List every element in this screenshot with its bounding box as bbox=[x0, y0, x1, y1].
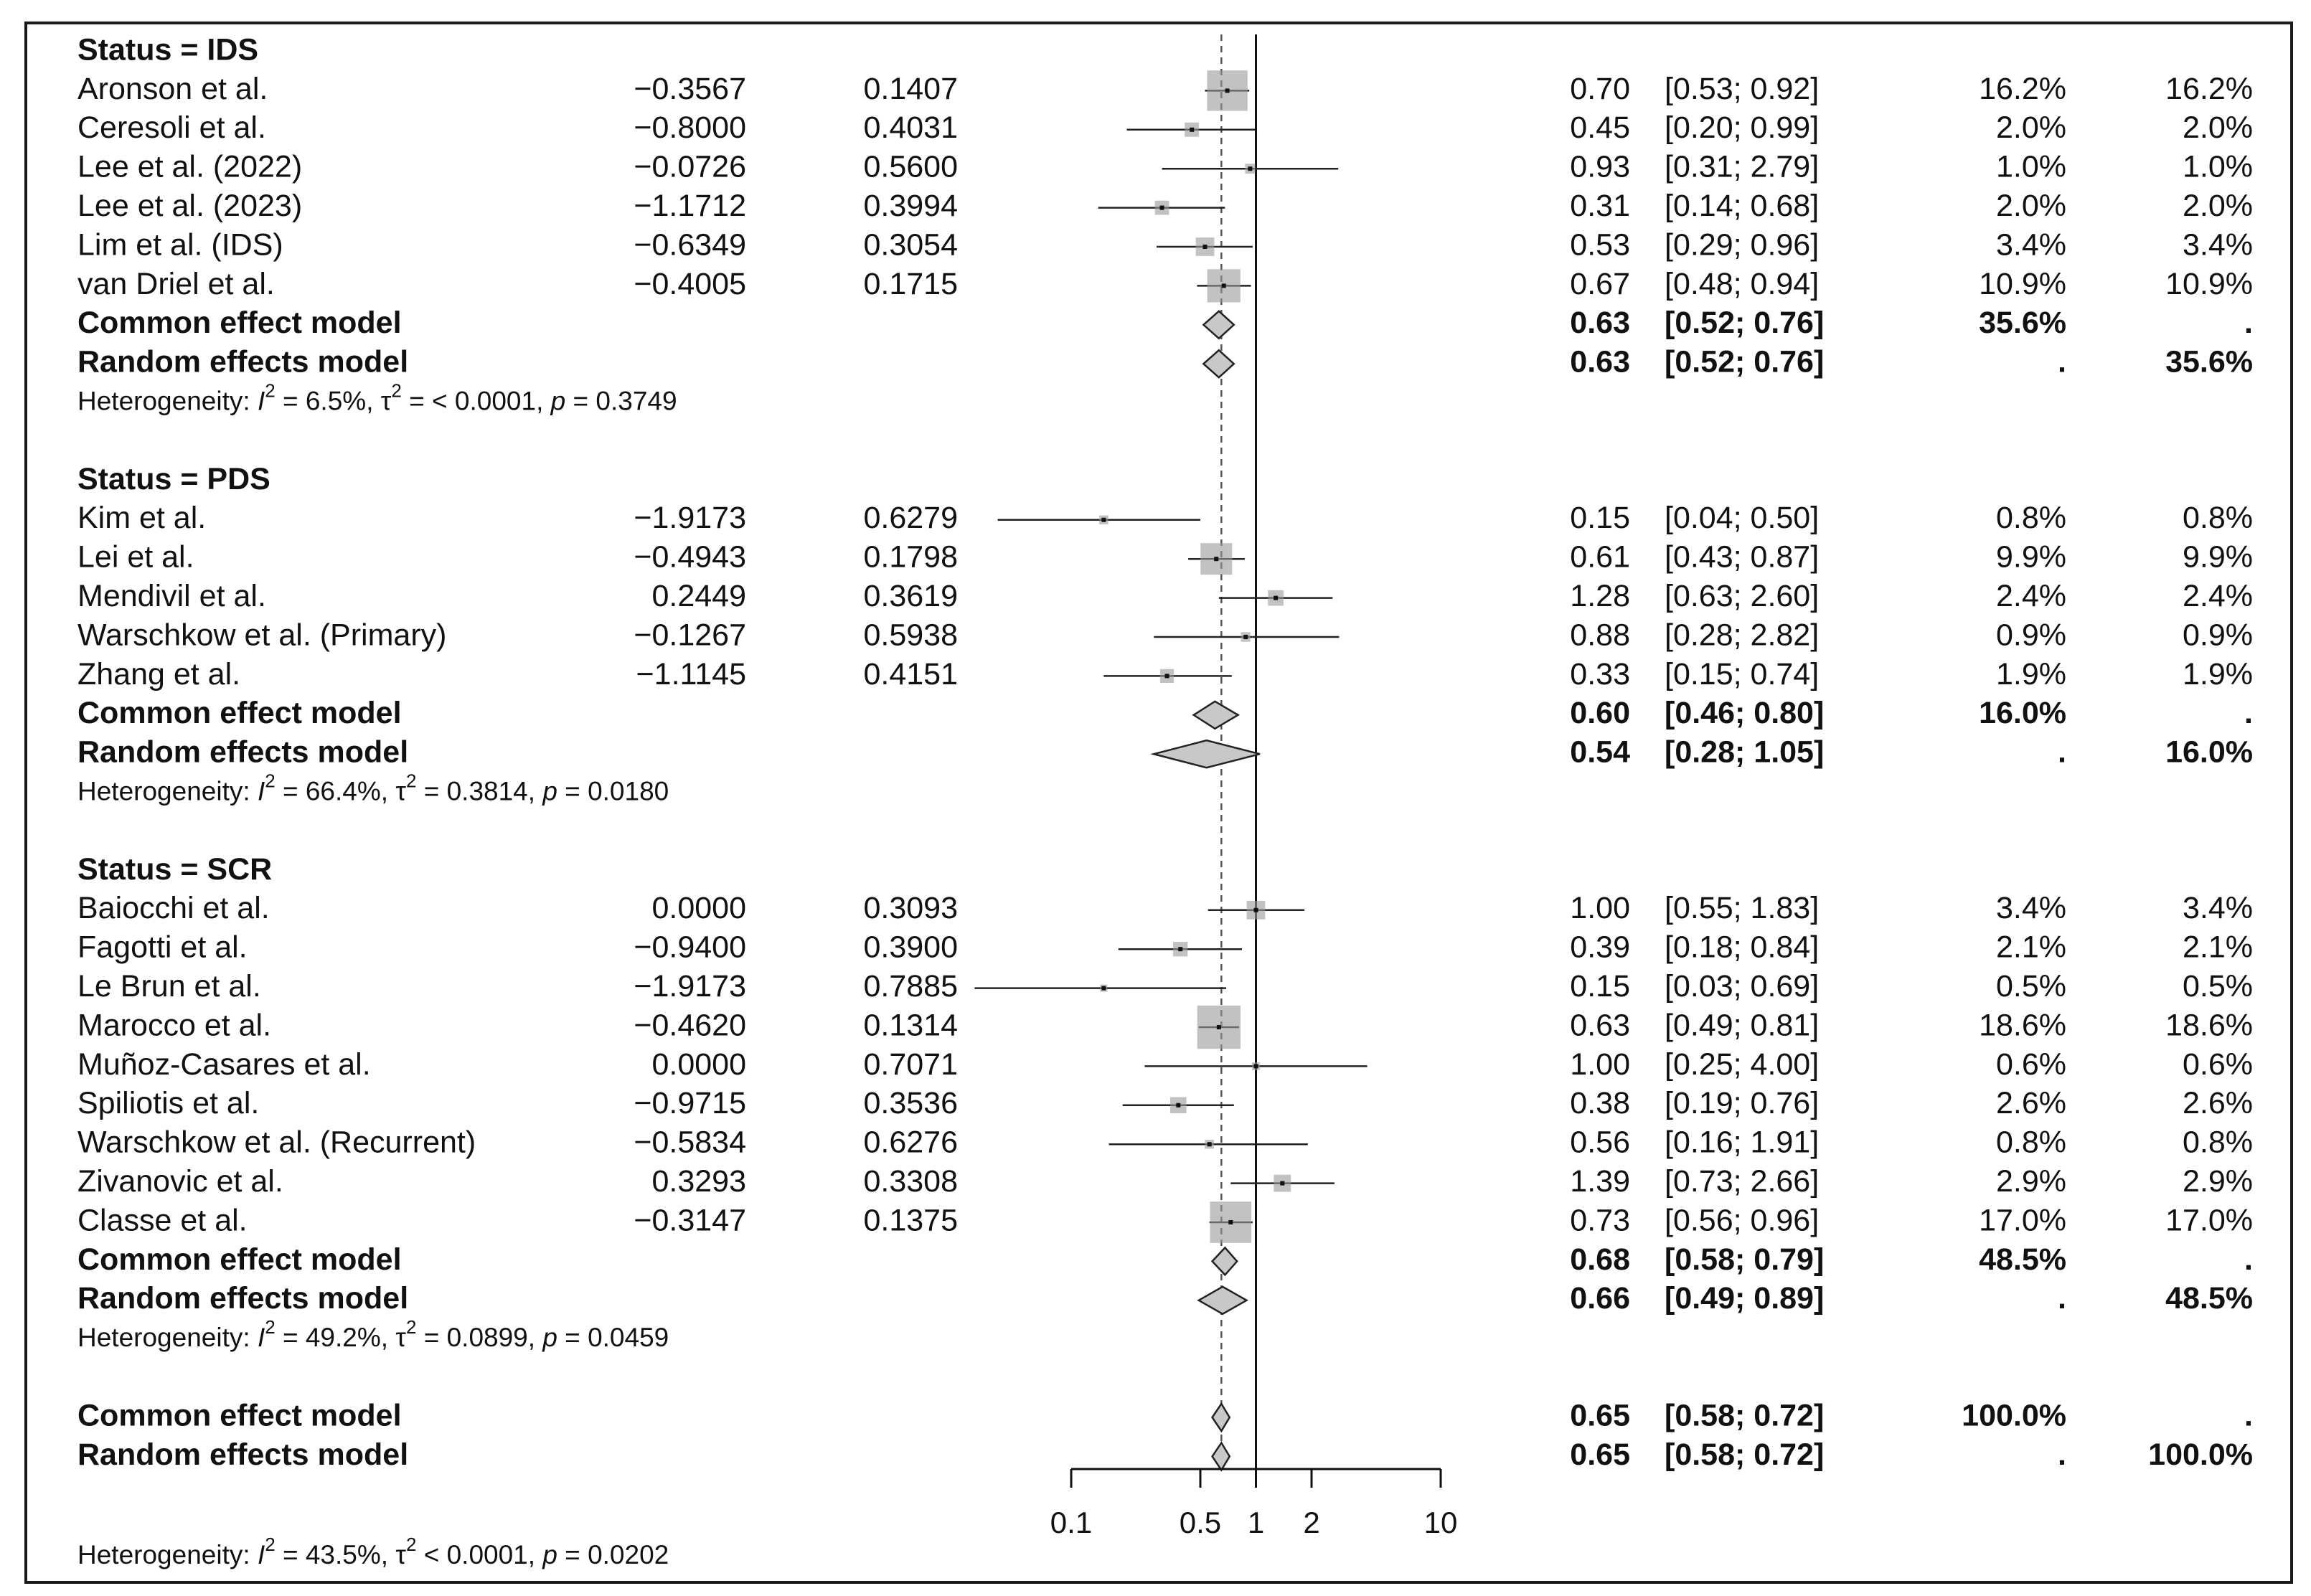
study-se: 0.4031 bbox=[863, 110, 958, 146]
random-model-label: Random effects model bbox=[77, 344, 409, 379]
study-or: 0.56 bbox=[1570, 1125, 1630, 1160]
study-weight-common: 0.5% bbox=[1995, 968, 2066, 1004]
random-model-or: 0.66 bbox=[1570, 1281, 1630, 1316]
random-model-weight-common: . bbox=[2058, 344, 2066, 379]
study-point bbox=[1280, 1181, 1284, 1186]
heterogeneity-text: Heterogeneity: $I^2 = 6.5\%$, $\tau^2$ = < 0.0001, p = 0.3749 bbox=[77, 379, 677, 416]
common-model-or: 0.60 bbox=[1570, 696, 1630, 731]
study-name: Ceresoli et al. bbox=[77, 110, 266, 146]
common-model-weight-random: . bbox=[2244, 696, 2253, 731]
x-axis-tick-label: 10 bbox=[1423, 1506, 1458, 1540]
x-axis-tick-label: 1 bbox=[1247, 1506, 1265, 1540]
study-se: 0.3994 bbox=[863, 188, 958, 223]
study-weight-random: 0.5% bbox=[2182, 968, 2253, 1004]
study-weight-random: 1.0% bbox=[2182, 149, 2253, 184]
study-weight-common: 9.9% bbox=[1995, 539, 2066, 575]
study-se: 0.1798 bbox=[863, 539, 958, 575]
study-name: Fagotti et al. bbox=[77, 930, 248, 965]
study-se: 0.6276 bbox=[863, 1125, 958, 1160]
study-point bbox=[1208, 1142, 1212, 1146]
common-model-or: 0.68 bbox=[1570, 1242, 1630, 1277]
study-name: Warschkow et al. (Recurrent) bbox=[77, 1125, 476, 1160]
overall-random-model-label: Random effects model bbox=[77, 1437, 409, 1472]
study-weight-random: 0.8% bbox=[2182, 501, 2253, 536]
study-point bbox=[1176, 1103, 1180, 1108]
study-se: 0.3054 bbox=[863, 227, 958, 263]
study-te: −0.4620 bbox=[634, 1008, 746, 1043]
random-model-ci: [0.49; 0.89] bbox=[1665, 1281, 1825, 1316]
common-model-weight-common: 48.5% bbox=[1979, 1242, 2066, 1277]
study-name: Warschkow et al. (Primary) bbox=[77, 618, 447, 653]
study-se: 0.1715 bbox=[863, 266, 958, 301]
study-te: −0.9400 bbox=[634, 930, 746, 965]
study-ci: [0.15; 0.74] bbox=[1665, 656, 1820, 691]
study-name: Spiliotis et al. bbox=[77, 1086, 260, 1121]
study-point bbox=[1217, 1025, 1221, 1029]
study-se: 0.3308 bbox=[863, 1163, 958, 1199]
study-weight-random: 2.9% bbox=[2182, 1163, 2253, 1199]
overall-common-model-or: 0.65 bbox=[1570, 1398, 1630, 1433]
study-te: −0.6349 bbox=[634, 227, 746, 263]
overall-random-model-weight-random: 100.0% bbox=[2148, 1437, 2253, 1472]
study-weight-random: 3.4% bbox=[2182, 891, 2253, 926]
study-te: −1.9173 bbox=[634, 501, 746, 536]
study-weight-common: 2.0% bbox=[1995, 110, 2066, 146]
study-weight-random: 3.4% bbox=[2182, 227, 2253, 263]
study-se: 0.1375 bbox=[863, 1203, 958, 1238]
study-point bbox=[1254, 1064, 1258, 1068]
random-model-label: Random effects model bbox=[77, 1281, 409, 1316]
overall-common-model-weight-common: 100.0% bbox=[1962, 1398, 2066, 1433]
common-model-weight-random: . bbox=[2244, 306, 2253, 341]
overall-random-model-ci: [0.58; 0.72] bbox=[1665, 1437, 1825, 1472]
study-weight-common: 2.9% bbox=[1995, 1163, 2066, 1199]
study-name: Lei et al. bbox=[77, 539, 194, 575]
study-name: Zhang et al. bbox=[77, 656, 241, 691]
study-or: 0.31 bbox=[1570, 188, 1630, 223]
random-model-ci: [0.52; 0.76] bbox=[1665, 344, 1825, 379]
study-te: −0.3147 bbox=[634, 1203, 746, 1238]
study-name: Aronson et al. bbox=[77, 71, 268, 106]
study-weight-random: 9.9% bbox=[2182, 539, 2253, 575]
study-point bbox=[1274, 596, 1278, 600]
study-ci: [0.28; 2.82] bbox=[1665, 618, 1820, 653]
study-ci: [0.04; 0.50] bbox=[1665, 501, 1820, 536]
study-ci: [0.49; 0.81] bbox=[1665, 1008, 1820, 1043]
study-se: 0.4151 bbox=[863, 656, 958, 691]
study-ci: [0.16; 1.91] bbox=[1665, 1125, 1820, 1160]
study-name: van Driel et al. bbox=[77, 266, 275, 301]
study-se: 0.3900 bbox=[863, 930, 958, 965]
study-name: Kim et al. bbox=[77, 501, 207, 536]
study-te: −1.1145 bbox=[636, 656, 746, 691]
study-weight-common: 16.2% bbox=[1979, 71, 2066, 106]
study-se: 0.5600 bbox=[863, 149, 958, 184]
study-or: 1.28 bbox=[1570, 578, 1630, 613]
random-model-ci: [0.28; 1.05] bbox=[1665, 735, 1825, 770]
common-model-label: Common effect model bbox=[77, 306, 402, 341]
overall-common-model-label: Common effect model bbox=[77, 1398, 402, 1433]
study-weight-random: 2.1% bbox=[2182, 930, 2253, 965]
study-or: 0.73 bbox=[1570, 1203, 1630, 1238]
study-ci: [0.14; 0.68] bbox=[1665, 188, 1820, 223]
study-weight-common: 10.9% bbox=[1979, 266, 2066, 301]
study-or: 0.53 bbox=[1570, 227, 1630, 263]
heterogeneity-text: Heterogeneity: $I^2 = 49.2\%$, $\tau^2 = 0.0899$, p = 0.0459 bbox=[77, 1316, 669, 1352]
study-point bbox=[1165, 674, 1169, 678]
study-weight-common: 1.9% bbox=[1995, 656, 2066, 691]
study-weight-random: 16.2% bbox=[2165, 71, 2253, 106]
study-point bbox=[1178, 947, 1182, 951]
random-model-weight-random: 16.0% bbox=[2165, 735, 2253, 770]
study-se: 0.3536 bbox=[863, 1086, 958, 1121]
study-se: 0.5938 bbox=[863, 618, 958, 653]
study-point bbox=[1243, 635, 1248, 639]
study-name: Classe et al. bbox=[77, 1203, 248, 1238]
study-name: Marocco et al. bbox=[77, 1008, 272, 1043]
study-se: 0.1407 bbox=[863, 71, 958, 106]
heterogeneity-text: Heterogeneity: $I^2 = 66.4\%$, $\tau^2 = 0.3814$, p = 0.0180 bbox=[77, 770, 669, 806]
study-or: 0.45 bbox=[1570, 110, 1630, 146]
study-or: 0.38 bbox=[1570, 1086, 1630, 1121]
study-weight-random: 2.6% bbox=[2182, 1086, 2253, 1121]
study-te: −0.4005 bbox=[634, 266, 746, 301]
study-weight-common: 3.4% bbox=[1995, 227, 2066, 263]
common-model-ci: [0.52; 0.76] bbox=[1665, 306, 1825, 341]
study-weight-common: 0.8% bbox=[1995, 1125, 2066, 1160]
study-name: Lee et al. (2022) bbox=[77, 149, 303, 184]
study-name: Baiocchi et al. bbox=[77, 891, 270, 926]
study-te: −1.1712 bbox=[634, 188, 746, 223]
study-ci: [0.29; 0.96] bbox=[1665, 227, 1820, 263]
random-model-diamond bbox=[1154, 740, 1260, 768]
study-te: 0.0000 bbox=[651, 891, 746, 926]
study-point bbox=[1225, 88, 1230, 93]
study-point bbox=[1190, 128, 1194, 132]
random-model-weight-random: 35.6% bbox=[2165, 344, 2253, 379]
study-ci: [0.56; 0.96] bbox=[1665, 1203, 1820, 1238]
study-ci: [0.03; 0.69] bbox=[1665, 968, 1820, 1004]
study-weight-common: 17.0% bbox=[1979, 1203, 2066, 1238]
study-ci: [0.73; 2.66] bbox=[1665, 1163, 1820, 1199]
study-se: 0.6279 bbox=[863, 501, 958, 536]
study-ci: [0.43; 0.87] bbox=[1665, 539, 1820, 575]
common-model-ci: [0.58; 0.79] bbox=[1665, 1242, 1825, 1277]
overall-random-model-or: 0.65 bbox=[1570, 1437, 1630, 1472]
study-point bbox=[1101, 986, 1106, 991]
random-model-weight-common: . bbox=[2058, 735, 2066, 770]
study-te: 0.2449 bbox=[651, 578, 746, 613]
overall-common-model-diamond bbox=[1213, 1404, 1230, 1431]
study-te: 0.0000 bbox=[651, 1047, 746, 1082]
study-weight-common: 1.0% bbox=[1995, 149, 2066, 184]
study-point bbox=[1203, 245, 1208, 249]
common-model-diamond bbox=[1213, 1247, 1238, 1275]
study-weight-common: 0.6% bbox=[1995, 1047, 2066, 1082]
common-model-weight-common: 35.6% bbox=[1979, 306, 2066, 341]
study-point bbox=[1101, 518, 1106, 522]
study-te: −0.4943 bbox=[634, 539, 746, 575]
study-or: 0.93 bbox=[1570, 149, 1630, 184]
overall-random-model-weight-common: . bbox=[2058, 1437, 2066, 1472]
study-ci: [0.20; 0.99] bbox=[1665, 110, 1820, 146]
study-se: 0.7071 bbox=[863, 1047, 958, 1082]
study-ci: [0.53; 0.92] bbox=[1665, 71, 1820, 106]
study-te: −1.9173 bbox=[634, 968, 746, 1004]
study-point bbox=[1248, 166, 1252, 171]
common-model-ci: [0.46; 0.80] bbox=[1665, 696, 1825, 731]
study-name: Zivanovic et al. bbox=[77, 1163, 283, 1199]
study-weight-common: 2.6% bbox=[1995, 1086, 2066, 1121]
study-se: 0.3619 bbox=[863, 578, 958, 613]
study-ci: [0.19; 0.76] bbox=[1665, 1086, 1820, 1121]
common-model-diamond bbox=[1194, 702, 1238, 729]
study-weight-common: 0.8% bbox=[1995, 501, 2066, 536]
study-te: −0.9715 bbox=[634, 1086, 746, 1121]
study-weight-random: 18.6% bbox=[2165, 1008, 2253, 1043]
common-model-or: 0.63 bbox=[1570, 306, 1630, 341]
study-name: Muñoz-Casares et al. bbox=[77, 1047, 371, 1082]
study-name: Mendivil et al. bbox=[77, 578, 266, 613]
random-model-label: Random effects model bbox=[77, 735, 409, 770]
study-or: 0.70 bbox=[1570, 71, 1630, 106]
overall-common-model-weight-random: . bbox=[2244, 1398, 2253, 1433]
study-or: 1.00 bbox=[1570, 1047, 1630, 1082]
overall-heterogeneity-text: Heterogeneity: $I^2 = 43.5\%$, $\tau^2 < 0.0001$, p = 0.0202 bbox=[77, 1533, 669, 1569]
study-weight-random: 2.0% bbox=[2182, 188, 2253, 223]
study-or: 0.61 bbox=[1570, 539, 1630, 575]
random-model-diamond bbox=[1203, 350, 1233, 377]
group-header: Status = SCR bbox=[77, 851, 273, 887]
x-axis-tick-label: 2 bbox=[1303, 1506, 1320, 1540]
random-model-diamond bbox=[1199, 1287, 1247, 1314]
study-weight-random: 0.9% bbox=[2182, 618, 2253, 653]
study-te: −0.0726 bbox=[634, 149, 746, 184]
common-model-label: Common effect model bbox=[77, 696, 402, 731]
study-point bbox=[1228, 1220, 1233, 1224]
overall-common-model-ci: [0.58; 0.72] bbox=[1665, 1398, 1825, 1433]
study-weight-random: 2.0% bbox=[2182, 110, 2253, 146]
overall-random-model-diamond bbox=[1213, 1442, 1230, 1470]
study-or: 0.88 bbox=[1570, 618, 1630, 653]
study-or: 1.00 bbox=[1570, 891, 1630, 926]
study-weight-random: 1.9% bbox=[2182, 656, 2253, 691]
study-point bbox=[1254, 908, 1258, 912]
study-te: −0.8000 bbox=[634, 110, 746, 146]
study-weight-random: 2.4% bbox=[2182, 578, 2253, 613]
study-weight-random: 0.6% bbox=[2182, 1047, 2253, 1082]
study-weight-common: 2.4% bbox=[1995, 578, 2066, 613]
study-weight-common: 2.0% bbox=[1995, 188, 2066, 223]
random-model-weight-random: 48.5% bbox=[2165, 1281, 2253, 1316]
study-weight-common: 3.4% bbox=[1995, 891, 2066, 926]
study-name: Lee et al. (2023) bbox=[77, 188, 303, 223]
study-or: 0.15 bbox=[1570, 968, 1630, 1004]
x-axis-tick-label: 0.5 bbox=[1179, 1506, 1222, 1540]
random-model-weight-common: . bbox=[2058, 1281, 2066, 1316]
study-weight-random: 17.0% bbox=[2165, 1203, 2253, 1238]
common-model-label: Common effect model bbox=[77, 1242, 402, 1277]
study-or: 0.33 bbox=[1570, 656, 1630, 691]
study-se: 0.7885 bbox=[863, 968, 958, 1004]
study-or: 1.39 bbox=[1570, 1163, 1630, 1199]
study-ci: [0.31; 2.79] bbox=[1665, 149, 1820, 184]
study-se: 0.3093 bbox=[863, 891, 958, 926]
study-weight-common: 2.1% bbox=[1995, 930, 2066, 965]
group-header: Status = PDS bbox=[77, 461, 270, 496]
study-te: −0.1267 bbox=[634, 618, 746, 653]
common-model-weight-random: . bbox=[2244, 1242, 2253, 1277]
study-ci: [0.55; 1.83] bbox=[1665, 891, 1820, 926]
study-name: Le Brun et al. bbox=[77, 968, 261, 1004]
study-point bbox=[1160, 206, 1164, 210]
group-header: Status = IDS bbox=[77, 32, 259, 67]
study-te: 0.3293 bbox=[651, 1163, 746, 1199]
study-ci: [0.18; 0.84] bbox=[1665, 930, 1820, 965]
random-model-or: 0.63 bbox=[1570, 344, 1630, 379]
study-weight-random: 0.8% bbox=[2182, 1125, 2253, 1160]
study-point bbox=[1214, 557, 1218, 561]
study-name: Lim et al. (IDS) bbox=[77, 227, 283, 263]
random-model-or: 0.54 bbox=[1570, 735, 1630, 770]
study-weight-common: 0.9% bbox=[1995, 618, 2066, 653]
study-or: 0.15 bbox=[1570, 501, 1630, 536]
x-axis-tick-label: 0.1 bbox=[1050, 1506, 1093, 1540]
study-point bbox=[1222, 283, 1226, 288]
common-model-weight-common: 16.0% bbox=[1979, 696, 2066, 731]
study-ci: [0.25; 4.00] bbox=[1665, 1047, 1820, 1082]
study-ci: [0.63; 2.60] bbox=[1665, 578, 1820, 613]
study-or: 0.63 bbox=[1570, 1008, 1630, 1043]
study-weight-random: 10.9% bbox=[2165, 266, 2253, 301]
common-model-diamond bbox=[1203, 311, 1233, 339]
study-or: 0.39 bbox=[1570, 930, 1630, 965]
study-ci: [0.48; 0.94] bbox=[1665, 266, 1820, 301]
study-se: 0.1314 bbox=[863, 1008, 958, 1043]
study-weight-common: 18.6% bbox=[1979, 1008, 2066, 1043]
study-or: 0.67 bbox=[1570, 266, 1630, 301]
study-te: −0.5834 bbox=[634, 1125, 746, 1160]
study-te: −0.3567 bbox=[634, 71, 746, 106]
